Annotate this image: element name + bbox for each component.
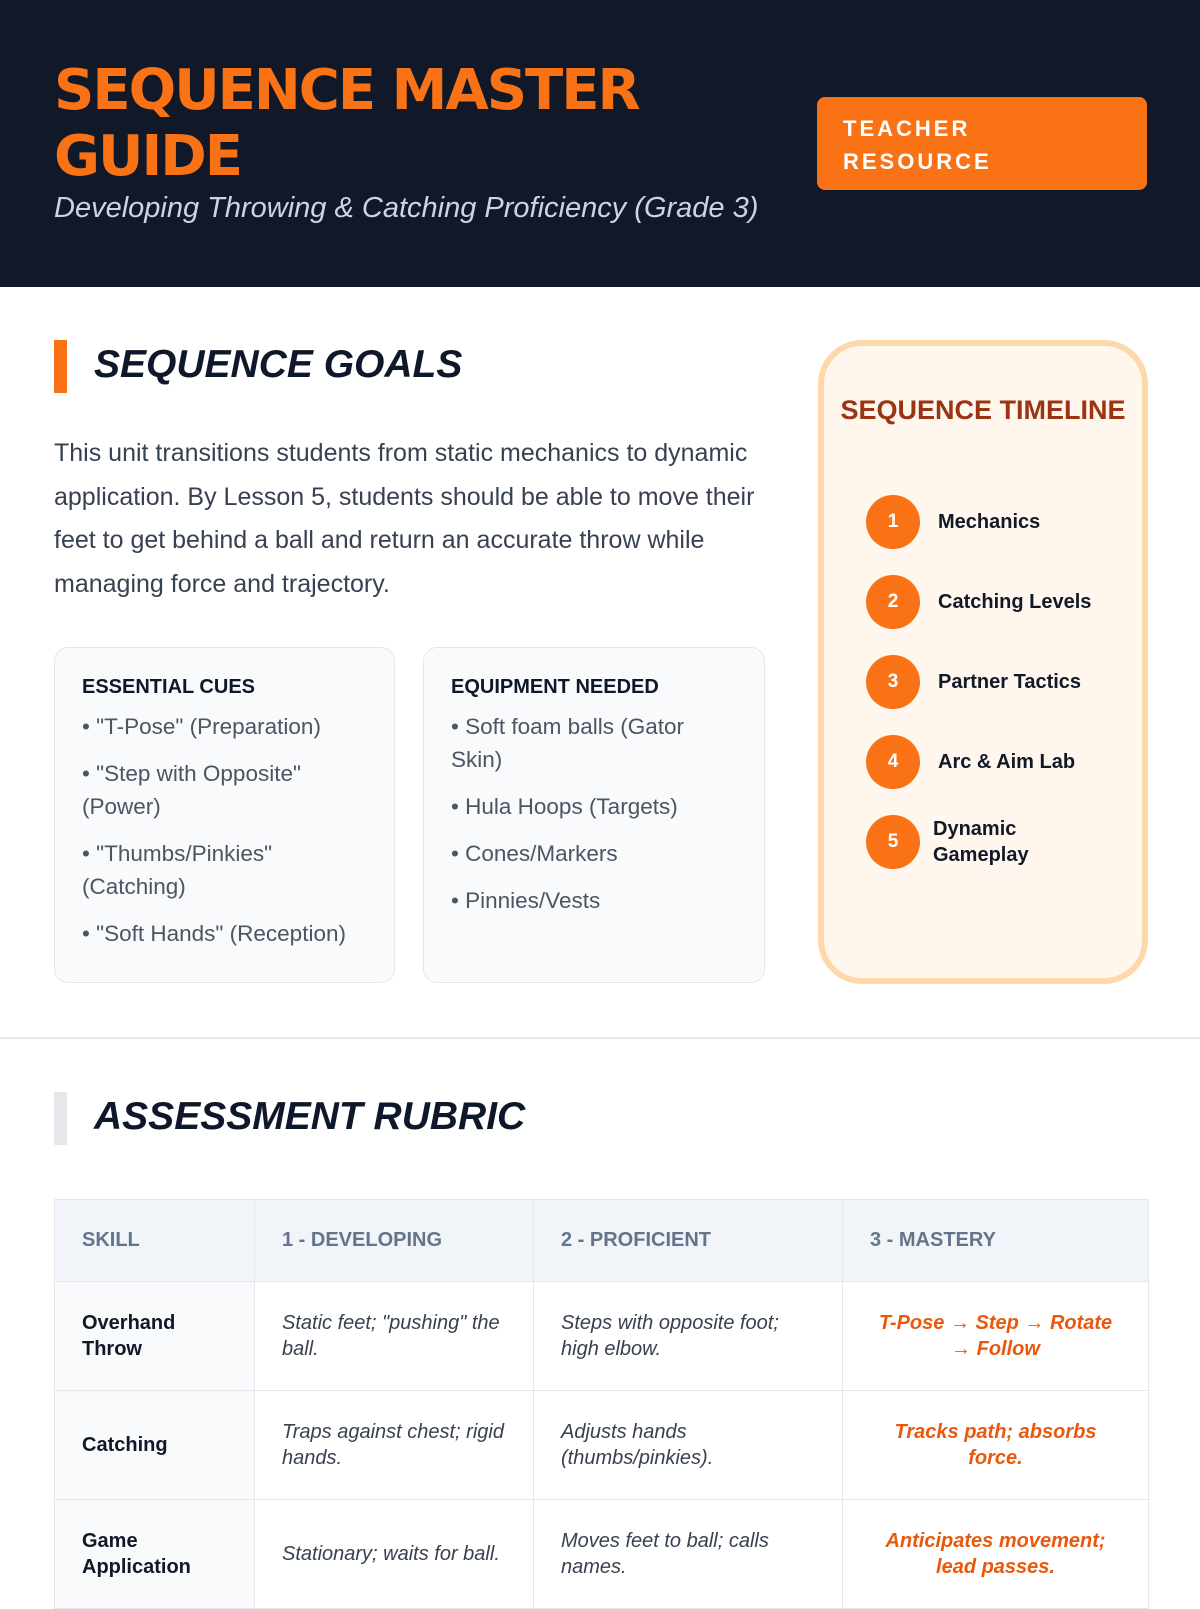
- developing-cell: Stationary; waits for ball.: [255, 1500, 534, 1609]
- step-label: Catching Levels: [938, 591, 1092, 613]
- teacher-resource-badge: TEACHER RESOURCE: [817, 97, 1147, 190]
- timeline-title: SEQUENCE TIMELINE: [840, 395, 1126, 425]
- step-number: 1: [866, 495, 920, 549]
- timeline-step-3: [824, 654, 1142, 710]
- list-item: • Cones/Markers: [451, 841, 618, 866]
- mastery-cell: Tracks path; absorbs force.: [843, 1391, 1149, 1500]
- proficient-cell: Moves feet to ball; calls names.: [534, 1500, 843, 1609]
- sequence-timeline: [818, 340, 1148, 984]
- mastery-cell: T-Pose → Step → Rotate → Follow: [843, 1282, 1149, 1391]
- header-banner: [0, 0, 1200, 287]
- equipment-list: [451, 710, 737, 917]
- list-item: • Pinnies/Vests: [451, 888, 601, 913]
- timeline-step-1: [824, 494, 1142, 550]
- equipment-title: EQUIPMENT NEEDED: [451, 676, 659, 698]
- assessment-rubric-table: [54, 1199, 1149, 1609]
- developing-cell: Static feet; "pushing" the ball.: [255, 1282, 534, 1391]
- rubric-heading: ASSESSMENT RUBRIC: [94, 1095, 526, 1138]
- proficient-cell: Steps with opposite foot; high elbow.: [534, 1282, 843, 1391]
- list-item: • "T-Pose" (Preparation): [82, 714, 321, 739]
- table-header-row: [55, 1200, 1149, 1282]
- step-number: 3: [866, 655, 920, 709]
- skill-cell: Overhand Throw: [55, 1282, 255, 1391]
- step-number: 2: [866, 575, 920, 629]
- step-label: Dynamic Gameplay: [933, 818, 1029, 866]
- list-item: • "Step with Opposite" (Power): [82, 761, 301, 819]
- section-divider: [0, 1037, 1200, 1039]
- page-title: SEQUENCE MASTER GUIDE: [54, 58, 639, 189]
- goals-description: This unit transitions students from static mechanics to dynamic application. By Lesson 5, students should be able to move their feet to get behind a ball and return an accurate throw while managing force and trajectory.: [54, 439, 755, 598]
- list-item: • "Soft Hands" (Reception): [82, 921, 346, 946]
- goals-heading: SEQUENCE GOALS: [94, 343, 463, 386]
- developing-cell: Traps against chest; rigid hands.: [255, 1391, 534, 1500]
- essential-cues-title: ESSENTIAL CUES: [82, 676, 255, 698]
- equipment-card: [423, 647, 765, 983]
- list-item: • Hula Hoops (Targets): [451, 794, 678, 819]
- timeline-step-2: [824, 574, 1142, 630]
- column-header-developing: 1 - DEVELOPING: [255, 1200, 534, 1282]
- table-row: [55, 1391, 1149, 1500]
- timeline-step-5: [824, 814, 1142, 870]
- step-number: 4: [866, 735, 920, 789]
- column-header-mastery: 3 - MASTERY: [843, 1200, 1149, 1282]
- rubric-accent-bar: [54, 1092, 67, 1145]
- step-label: Partner Tactics: [938, 671, 1082, 693]
- table-row: [55, 1500, 1149, 1609]
- essential-cues-list: [82, 710, 367, 950]
- mastery-cell: Anticipates movement; lead passes.: [843, 1500, 1149, 1609]
- column-header-proficient: 2 - PROFICIENT: [534, 1200, 843, 1282]
- column-header-skill: SKILL: [55, 1200, 255, 1282]
- step-number: 5: [866, 815, 920, 869]
- timeline-step-4: [824, 734, 1142, 790]
- skill-cell: Game Application: [55, 1500, 255, 1609]
- step-label: Arc & Aim Lab: [938, 751, 1076, 773]
- list-item: • Soft foam balls (Gator Skin): [451, 714, 684, 772]
- essential-cues-card: [54, 647, 395, 983]
- step-label: Mechanics: [938, 511, 1041, 533]
- goals-accent-bar: [54, 340, 67, 393]
- skill-cell: Catching: [55, 1391, 255, 1500]
- page-subtitle: Developing Throwing & Catching Proficiency (Grade 3): [54, 192, 759, 224]
- proficient-cell: Adjusts hands (thumbs/pinkies).: [534, 1391, 843, 1500]
- list-item: • "Thumbs/Pinkies" (Catching): [82, 841, 273, 899]
- table-row: [55, 1282, 1149, 1391]
